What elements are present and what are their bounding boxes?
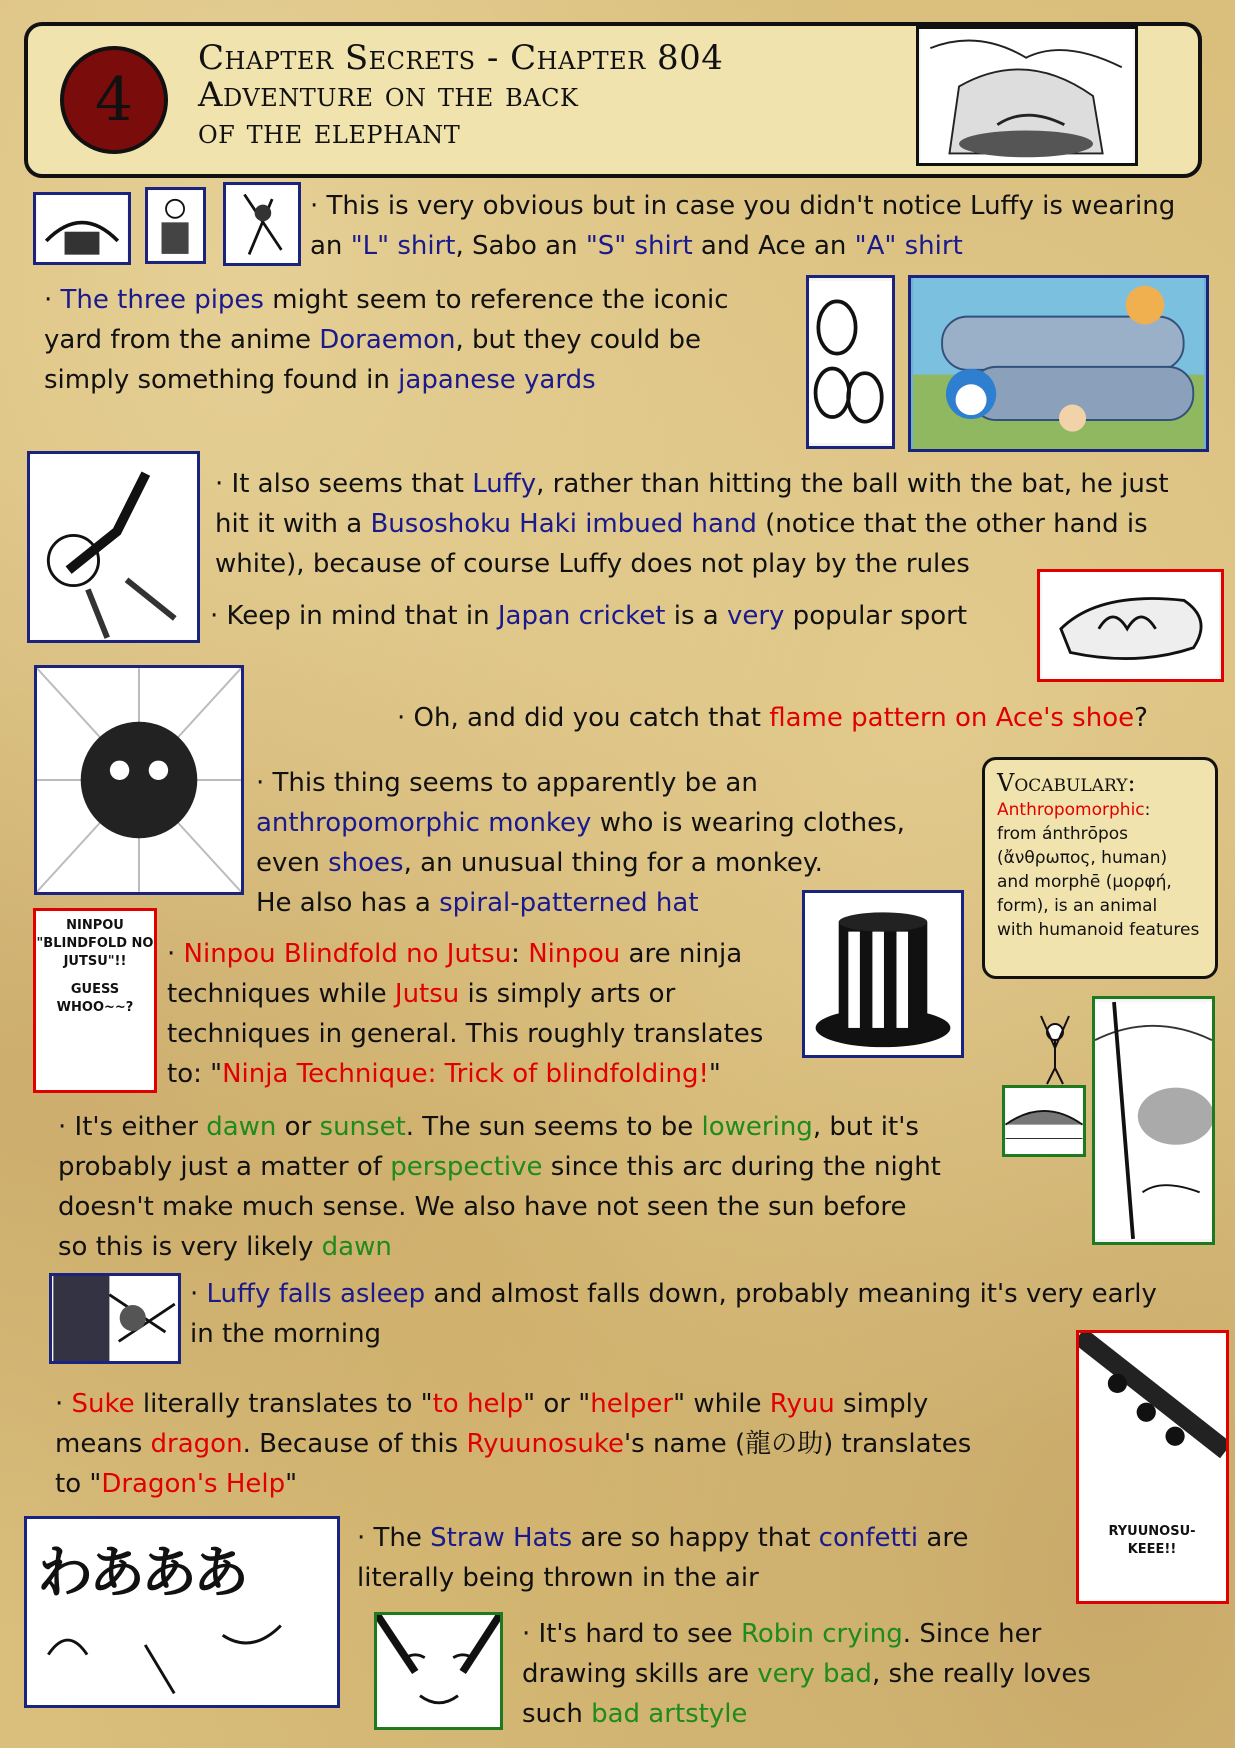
text: (notice that the other hand is — [756, 509, 1148, 539]
text: literally being thrown in the air — [357, 1563, 759, 1593]
text: from ánthrōpos — [997, 824, 1129, 844]
highlight-ryuunosuke: Ryuunosuke — [466, 1429, 625, 1459]
text: · It's either — [58, 1112, 207, 1142]
vocabulary-box — [982, 757, 1218, 979]
sunrise-small-image — [1002, 1085, 1086, 1157]
item-suke-text — [55, 1384, 971, 1504]
highlight-dawn: dawn — [206, 1112, 277, 1142]
title-line-1: Chapter Secrets - Chapter 804 — [198, 38, 724, 78]
text: hit it with a — [215, 509, 371, 539]
text: techniques while — [167, 979, 395, 1009]
highlight-pipes: The three pipes — [60, 285, 264, 315]
text: even — [256, 848, 329, 878]
text: · The — [357, 1523, 431, 1553]
text: · This thing seems to apparently be an — [256, 768, 758, 798]
highlight-l-shirt: "L" shirt — [350, 231, 456, 261]
text: and almost falls down, probably meaning it's very early — [425, 1279, 1157, 1309]
title-line-3: of the elephant — [198, 112, 461, 152]
text: so this is very likely — [58, 1232, 322, 1262]
text: · — [44, 285, 61, 315]
vocabulary-title: Vocabulary: — [997, 769, 1136, 797]
text: in the morning — [190, 1319, 382, 1349]
text: who is wearing clothes, — [591, 808, 905, 838]
text: form), is an animal — [997, 896, 1158, 916]
ryuunosuke-manga-image — [1076, 1330, 1229, 1604]
highlight-luffy-falls-asleep: Luffy falls asleep — [206, 1279, 426, 1309]
text: such — [522, 1699, 592, 1729]
ace-shirt-image — [223, 182, 301, 266]
highlight-jutsu: Jutsu — [394, 979, 460, 1009]
text: . The sun seems to be — [405, 1112, 702, 1142]
text: . Since her — [902, 1619, 1042, 1649]
highlight-flame-pattern: flame pattern on Ace's shoe — [769, 703, 1135, 733]
text: literally translates to " — [134, 1389, 433, 1419]
highlight-translation: Ninja Technique: Trick of blindfolding! — [222, 1059, 709, 1089]
text: " — [708, 1059, 721, 1089]
ryuunosuke-panel-text — [1087, 1523, 1217, 1559]
highlight-confetti: confetti — [818, 1523, 919, 1553]
text: , but it's — [812, 1112, 919, 1142]
doraemon-yard-image — [908, 275, 1209, 452]
sabo-shirt-image — [145, 187, 206, 264]
text: GUESS — [70, 982, 120, 997]
highlight-ninpou: Ninpou — [528, 939, 621, 969]
text: · — [167, 939, 184, 969]
text: : — [1144, 800, 1151, 820]
text: to " — [55, 1469, 102, 1499]
highlight-ninpou-title: Ninpou Blindfold no Jutsu — [183, 939, 512, 969]
highlight-doraemon: Doraemon — [319, 325, 456, 355]
item-confetti-text — [357, 1518, 968, 1598]
stick-figure-image — [1035, 1010, 1075, 1085]
spiral-hat-image — [802, 890, 964, 1058]
ace-shoe-image — [1037, 569, 1224, 682]
highlight-very: very — [726, 601, 785, 631]
item-asleep-text — [190, 1274, 1157, 1354]
confetti-panel-text: わあああ — [37, 1541, 245, 1606]
chapter-number: 4 — [94, 65, 134, 135]
text: JUTSU"!! — [63, 954, 127, 969]
highlight-luffy: Luffy — [472, 469, 537, 499]
text: , she really loves — [871, 1659, 1091, 1689]
text: techniques in general. This roughly translates — [167, 1019, 764, 1049]
highlight-anthropomorphic-monkey: anthropomorphic monkey — [256, 808, 592, 838]
highlight-a-shirt: "A" shirt — [854, 231, 963, 261]
luffy-asleep-image — [49, 1273, 181, 1364]
robin-crying-image — [374, 1612, 503, 1730]
vocabulary-term: Anthropomorphic — [997, 800, 1145, 820]
text: , rather than hitting the ball with the bat, he just — [536, 469, 1169, 499]
highlight-dragon: dragon — [150, 1429, 243, 1459]
text: · — [190, 1279, 207, 1309]
text: "BLINDFOLD NO — [36, 936, 154, 951]
text: means — [55, 1429, 151, 1459]
text: " or " — [523, 1389, 591, 1419]
header-elephant-image — [916, 26, 1138, 166]
text: · Keep in mind that in — [210, 601, 498, 631]
highlight-straw-hats: Straw Hats — [430, 1523, 573, 1553]
highlight-suke: Suke — [71, 1389, 135, 1419]
text: simply — [834, 1389, 929, 1419]
text: are ninja — [620, 939, 743, 969]
text: simply something found in — [44, 365, 399, 395]
item-robin-text — [522, 1614, 1091, 1734]
highlight-sunset: sunset — [319, 1112, 406, 1142]
vocabulary-body — [997, 798, 1203, 942]
ninpou-panel-text — [36, 911, 154, 1017]
text: . Because of this — [242, 1429, 467, 1459]
text: to: " — [167, 1059, 223, 1089]
text: KEEE!! — [1127, 1542, 1177, 1557]
pipes-manga-image — [806, 275, 895, 449]
highlight-spiral-hat: spiral-patterned hat — [439, 888, 699, 918]
highlight-to-help: to help — [432, 1389, 524, 1419]
text: with humanoid features — [997, 920, 1200, 940]
text: might seem to reference the iconic — [263, 285, 729, 315]
text: · — [55, 1389, 72, 1419]
text: is a — [665, 601, 727, 631]
text: WHOO~~? — [56, 1000, 134, 1015]
text: drawing skills are — [522, 1659, 758, 1689]
highlight-haki: Busoshoku Haki imbued hand — [370, 509, 757, 539]
text: is simply arts or — [459, 979, 676, 1009]
chapter-header — [24, 22, 1202, 178]
text: ? — [1134, 703, 1148, 733]
text: " while — [673, 1389, 770, 1419]
text: , but they could be — [455, 325, 701, 355]
text: are so happy that — [572, 1523, 819, 1553]
monkey-manga-image — [34, 665, 244, 895]
luffy-batting-image — [27, 451, 200, 643]
text: · Oh, and did you catch that — [397, 703, 770, 733]
text: and Ace an — [692, 231, 855, 261]
highlight-dawn: dawn — [321, 1232, 392, 1262]
text: " — [285, 1469, 298, 1499]
highlight-yards: japanese yards — [398, 365, 596, 395]
sunrise-tall-image — [1092, 996, 1215, 1245]
text: since this arc during the night — [542, 1152, 941, 1182]
text: · It's hard to see — [522, 1619, 741, 1649]
text: an — [310, 231, 351, 261]
item-shirts-text — [310, 186, 1175, 266]
text: : — [511, 939, 529, 969]
text: He also has a — [256, 888, 440, 918]
chapter-title — [198, 40, 723, 151]
highlight-very-bad: very bad — [757, 1659, 872, 1689]
chapter-number-badge — [60, 46, 168, 154]
text: · This is very obvious but in case you didn't notice Luffy is wearing — [310, 191, 1176, 221]
item-dawn-text — [58, 1107, 941, 1267]
text: NINPOU — [66, 918, 124, 933]
highlight-dragons-help: Dragon's Help — [101, 1469, 286, 1499]
confetti-manga-image — [24, 1516, 340, 1708]
highlight-bad-artstyle: bad artstyle — [591, 1699, 748, 1729]
text: , an unusual thing for a monkey. — [403, 848, 823, 878]
text: (ἄνθρωπος, human) — [997, 848, 1168, 868]
text: or — [276, 1112, 320, 1142]
text: popular sport — [784, 601, 968, 631]
text: , Sabo an — [455, 231, 586, 261]
item-pipes-text — [44, 280, 729, 400]
highlight-lowering: lowering — [701, 1112, 813, 1142]
item-shoe-text — [397, 698, 1148, 738]
text: yard from the anime — [44, 325, 320, 355]
text: are — [918, 1523, 969, 1553]
highlight-perspective: perspective — [390, 1152, 543, 1182]
text: and morphē (μορφή, — [997, 872, 1172, 892]
text: · It also seems that — [215, 469, 473, 499]
highlight-helper: helper — [590, 1389, 674, 1419]
text: probably just a matter of — [58, 1152, 391, 1182]
highlight-ryuu: Ryuu — [769, 1389, 835, 1419]
text: RYUUNOSU- — [1108, 1524, 1196, 1539]
highlight-shoes: shoes — [328, 848, 404, 878]
luffy-shirt-image — [33, 192, 131, 265]
ninpou-manga-image — [33, 908, 157, 1093]
highlight-japan-cricket: Japan cricket — [497, 601, 666, 631]
highlight-robin-crying: Robin crying — [740, 1619, 903, 1649]
text: white), because of course Luffy does not play by the rules — [215, 549, 970, 579]
text: 's name (龍の助) translates — [624, 1429, 972, 1459]
title-line-2: Adventure on the back — [198, 75, 579, 115]
item-cricket-text — [210, 596, 967, 636]
item-haki-text — [215, 464, 1169, 584]
text: doesn't make much sense. We also have not seen the sun before — [58, 1192, 907, 1222]
highlight-s-shirt: "S" shirt — [585, 231, 693, 261]
item-ninpou-text — [167, 934, 763, 1094]
